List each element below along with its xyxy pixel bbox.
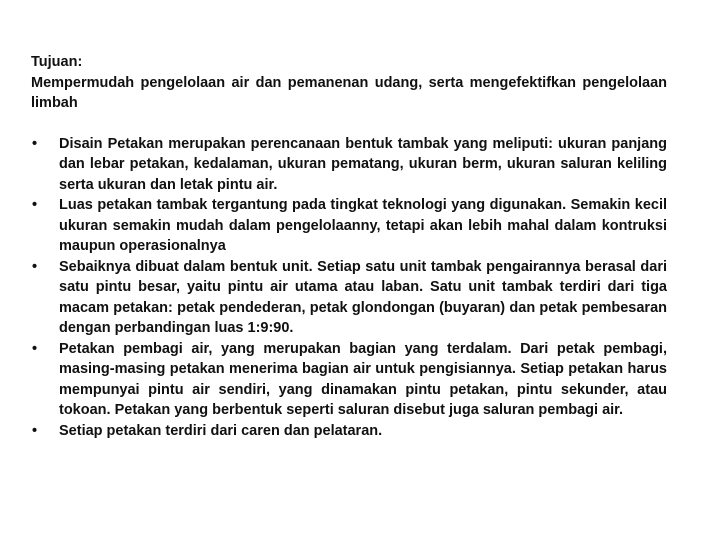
- intro-paragraph: Mempermudah pengelolaan air dan pemanenan udang, serta mengefektifkan pengelolaan limbah: [31, 74, 667, 111]
- bullet-icon: •: [32, 422, 38, 439]
- heading: Tujuan:: [31, 54, 83, 70]
- slide-content: [31, 52, 667, 441]
- bullet-text: Disain Petakan merupakan perencanaan bentuk tambak yang meliputi: ukuran panjang dan lebar petakan, kedalaman, ukuran pematang, ukuran berm, ukuran saluran keliling serta ukuran dan letak pintu air.: [59, 135, 667, 193]
- bullet-item-1: [31, 134, 667, 196]
- bullet-item-5: [31, 421, 667, 442]
- bullet-item-3: [31, 257, 667, 339]
- bullet-text: Setiap petakan terdiri dari caren dan pelataran.: [59, 422, 383, 439]
- bullet-text: Luas petakan tambak tergantung pada tingkat teknologi yang digunakan. Semakin kecil ukuran semakin mudah dalam pengelolaanny, tetapi akan lebih mahal dalam kontruksi maupun operasionalnya: [59, 197, 667, 254]
- bullet-item-2: [31, 195, 667, 257]
- bullet-icon: •: [32, 197, 38, 213]
- bullet-icon: •: [32, 135, 38, 152]
- bullet-list: [31, 134, 667, 442]
- bullet-icon: •: [32, 340, 38, 357]
- bullet-text: Petakan pembagi air, yang merupakan bagian yang terdalam. Dari petak pembagi, masing-masing petakan menerima bagian air untuk pengisiannya. Setiap petakan harus mempunyai pintu air sendiri, yang dinamakan pintu petakan, pintu sekunder, atau tokoan. Petakan yang berbentuk seperti saluran disebut juga saluran pembagi air.: [59, 340, 667, 418]
- bullet-icon: •: [32, 258, 38, 275]
- bullet-item-4: [31, 339, 667, 421]
- bullet-text: Sebaiknya dibuat dalam bentuk unit. Setiap satu unit tambak pengairannya berasal dari satu pintu besar, yaitu pintu air utama atau laban. Satu unit tambak terdiri dari tiga macam petakan: petak pendederan, petak glondongan (buyaran) dan petak pembesaran dengan perbandingan luas 1:9:90.: [59, 258, 667, 336]
